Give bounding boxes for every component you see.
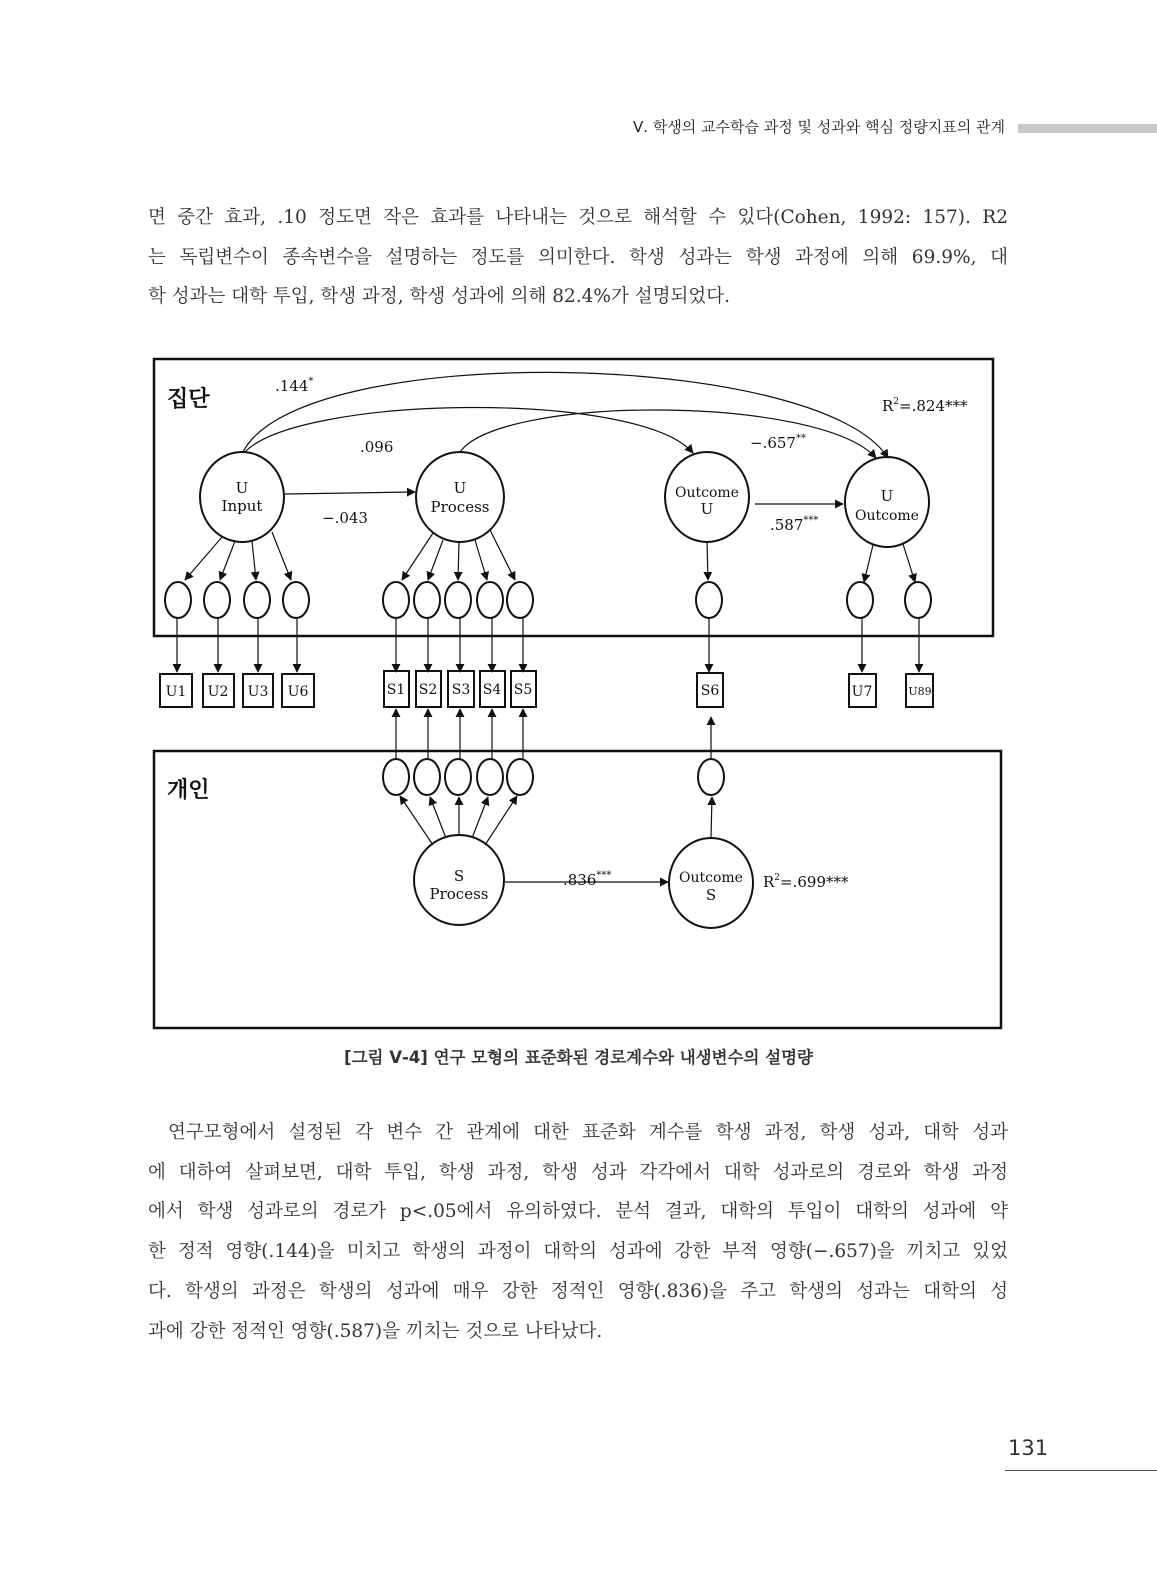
- node-label: Outcome: [855, 508, 919, 524]
- text-line: 에서 학생 성과로의 경로가 p<.05에서 유의하였다. 분석 결과, 대학의 투입이 대학의 성과에 약: [148, 1201, 1008, 1223]
- text-line: 에 대하여 살펴보면, 대학 투입, 학생 과정, 학생 성과 각각에서 대학 성과로의 경로와 학생 과정: [148, 1161, 1008, 1183]
- coef-input-outcomeu: .096: [360, 438, 394, 456]
- coef-sprocess-soutcome: .836***: [563, 870, 612, 889]
- node-label: U: [880, 487, 894, 505]
- text-line: 는 독립변수이 종속변수을 설명하는 정도를 의미한다. 학생 성과는 학생 과정에 의해 69.9%, 대: [148, 246, 1008, 268]
- page-number: 131: [1008, 1436, 1049, 1460]
- coef-input-outcome: .144*: [275, 376, 314, 395]
- node-label: S: [453, 867, 465, 885]
- page-number-rule: [1005, 1470, 1157, 1471]
- individual-residual-ellipses: [383, 759, 724, 795]
- coef-outcomeu-outcome: .587***: [770, 515, 819, 534]
- path-input-to-outcome-u: [245, 407, 693, 453]
- indicator-label: U6: [287, 684, 309, 700]
- node-label: U: [700, 500, 714, 518]
- coef-process-outcome: −.657**: [750, 433, 806, 452]
- r2-university: $R^2=.824***$: [882, 397, 968, 415]
- indicator-label: S4: [482, 682, 502, 698]
- node-label: U: [453, 479, 467, 497]
- r2-student: $R^2=.699***$: [763, 873, 849, 891]
- indicator-label: U1: [165, 684, 187, 700]
- indicator-boxes: [160, 671, 933, 707]
- path-process-to-outcome: [460, 410, 876, 458]
- indicator-label: S1: [386, 682, 406, 698]
- node-label: Process: [429, 885, 489, 903]
- figure-caption: [그림 Ⅴ-4] 연구 모형의 표준화된 경로계수와 내생변수의 설명량: [344, 1048, 813, 1067]
- individual-level-box: [154, 751, 1001, 1028]
- node-label: Outcome: [675, 485, 739, 501]
- group-level-label: 집단: [167, 387, 210, 412]
- text-line: 학 성과는 대학 투입, 학생 과정, 학생 성과에 의해 82.4%가 설명되었다.: [148, 286, 730, 308]
- indicator-label: U7: [851, 684, 873, 700]
- node-label: Input: [221, 497, 263, 515]
- text-line: 과에 강한 정적인 영향(.587)을 끼치는 것으로 나타났다.: [148, 1320, 603, 1342]
- text-line: 다. 학생의 과정은 학생의 성과에 매우 강한 정적인 영향(.836)을 주고 학생의 성과는 대학의 성: [148, 1280, 1008, 1302]
- indicator-label: U3: [247, 684, 269, 700]
- indicator-label: S3: [451, 682, 471, 698]
- individual-level-label: 개인: [167, 778, 210, 803]
- text-line: 한 정적 영향(.144)을 미치고 학생의 과정이 대학의 성과에 강한 부적 영향(−.657)을 끼치고 있었: [148, 1241, 1008, 1263]
- running-header: Ⅴ. 학생의 교수학습 과정 및 성과와 핵심 정량지표의 관계: [633, 118, 1005, 136]
- node-label: Outcome: [679, 870, 743, 886]
- indicator-label: U89: [908, 685, 932, 698]
- indicator-label: S2: [418, 682, 438, 698]
- indicator-label: U2: [207, 684, 229, 700]
- coef-input-process: −.043: [322, 509, 368, 527]
- node-u-process: [416, 452, 504, 542]
- text-line: 연구모형에서 설정된 각 변수 간 관계에 대한 표준화 계수를 학생 과정, 학생 성과, 대학 성과: [168, 1122, 1008, 1143]
- text-line: 면 중간 효과, .10 정도면 작은 효과를 나타내는 것으로 해석할 수 있다(Cohen, 1992: 157). R2: [148, 207, 1008, 228]
- group-level-box: [154, 359, 993, 636]
- group-residual-ellipses: [165, 582, 931, 618]
- indicator-label: S6: [700, 683, 720, 699]
- path-input-to-process: [285, 492, 415, 494]
- node-label: Process: [430, 498, 490, 516]
- node-label: U: [235, 479, 249, 497]
- paragraph-2: [148, 1113, 1008, 1351]
- node-label: S: [705, 886, 717, 904]
- indicator-label: S5: [513, 682, 533, 698]
